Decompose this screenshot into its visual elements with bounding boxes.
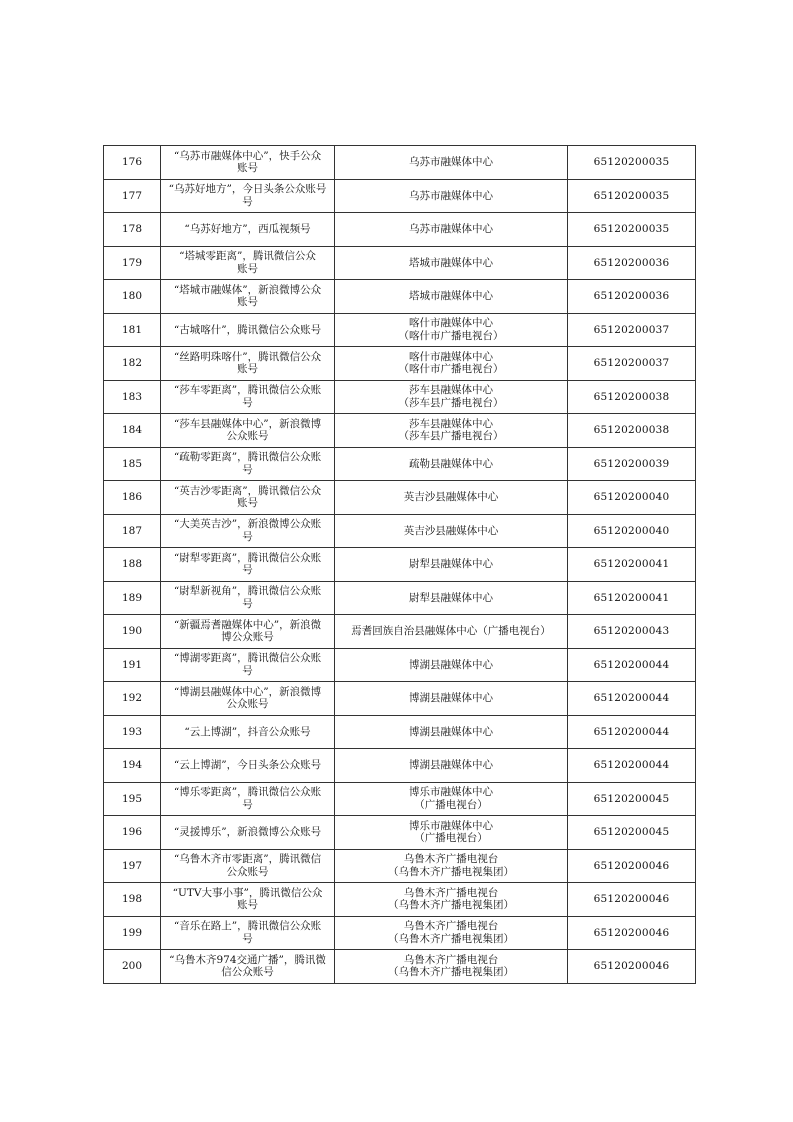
registry-table-body: [104, 146, 696, 984]
row-number-cell: 200: [104, 950, 161, 984]
organization-line: 博湖县融媒体中心: [409, 692, 493, 704]
table-row: [104, 246, 696, 280]
account-name-cell: [161, 883, 335, 917]
organization-cell: [335, 883, 568, 917]
organization-line: 英吉沙县融媒体中心: [403, 524, 499, 537]
account-name-line: “云上博湖”，今日头条公众账号: [173, 759, 322, 771]
account-name-line: “大美英吉沙”，新浪微博公众账: [173, 518, 322, 531]
organization-cell: [335, 280, 568, 314]
organization-line: 乌鲁木齐广播电视台: [403, 853, 499, 866]
account-name-line: “乌苏市融媒体中心”，快手公众: [173, 149, 322, 162]
table-row: [104, 514, 696, 548]
table-row: [104, 179, 696, 213]
account-name-cell: [161, 849, 335, 883]
account-name-cell: [161, 179, 335, 213]
table-row: [104, 916, 696, 950]
organization-cell: [335, 481, 568, 515]
row-number-cell: 176: [104, 146, 161, 180]
table-row: [104, 548, 696, 582]
account-name-cell: [161, 514, 335, 548]
organization-line: 焉耆回族自治县融媒体中心（广播电视台）: [351, 625, 551, 637]
row-number-cell: 178: [104, 213, 161, 247]
row-number-cell: 196: [104, 816, 161, 850]
organization-cell: [335, 347, 568, 381]
account-name-cell: [161, 916, 335, 950]
row-number-cell: 194: [104, 749, 161, 783]
registration-code-cell: 65120200044: [568, 648, 696, 682]
account-name-line: 号: [242, 664, 253, 677]
account-name-line: “塔城市融媒体”，新浪微博公众: [173, 283, 322, 296]
organization-line: （乌鲁木齐广播电视集团）: [388, 865, 514, 878]
table-row: [104, 146, 696, 180]
table-row: [104, 213, 696, 247]
account-name-line: 公众账号: [226, 698, 269, 711]
account-name-cell: [161, 447, 335, 481]
organization-line: 莎车县融媒体中心: [409, 384, 493, 397]
account-name-line: 账号: [237, 296, 258, 309]
organization-line: 尉犁县融媒体中心: [409, 591, 493, 604]
registration-code-cell: 65120200040: [568, 514, 696, 548]
organization-line: 喀什市融媒体中心: [409, 350, 493, 363]
account-name-line: “新疆焉耆融媒体中心”，新浪微: [173, 618, 322, 631]
organization-line: （莎车县广播电视台）: [398, 430, 504, 443]
organization-line: 喀什市融媒体中心: [409, 317, 493, 330]
account-name-cell: [161, 313, 335, 347]
organization-cell: [335, 715, 568, 749]
organization-cell: [335, 615, 568, 649]
organization-line: 乌苏市融媒体中心: [409, 189, 493, 202]
registration-code-cell: 65120200038: [568, 380, 696, 414]
organization-line: （喀什市广播电视台）: [398, 363, 504, 376]
account-name-line: 账号: [237, 497, 258, 510]
organization-line: 博湖县融媒体中心: [409, 725, 493, 738]
registration-code-cell: 65120200041: [568, 548, 696, 582]
organization-line: 乌苏市融媒体中心: [409, 156, 493, 168]
organization-line: 乌鲁木齐广播电视台: [403, 886, 499, 899]
table-row: [104, 950, 696, 984]
row-number-cell: 186: [104, 481, 161, 515]
account-name-cell: [161, 347, 335, 381]
account-name-line: “灵援博乐”，新浪微博公众账号: [173, 826, 322, 838]
registration-code-cell: 65120200046: [568, 883, 696, 917]
account-name-line: 账号: [237, 899, 258, 912]
account-name-cell: [161, 648, 335, 682]
row-number-cell: 180: [104, 280, 161, 314]
table-row: [104, 715, 696, 749]
registration-code-cell: 65120200038: [568, 414, 696, 448]
table-row: [104, 581, 696, 615]
row-number-cell: 187: [104, 514, 161, 548]
row-number-cell: 179: [104, 246, 161, 280]
row-number-cell: 191: [104, 648, 161, 682]
row-number-cell: 192: [104, 682, 161, 716]
row-number-cell: 184: [104, 414, 161, 448]
account-name-line: 号: [242, 932, 253, 945]
registration-code-cell: 65120200045: [568, 782, 696, 816]
account-name-line: “博湖县融媒体中心”，新浪微博: [173, 685, 322, 698]
registration-code-cell: 65120200040: [568, 481, 696, 515]
account-name-line: “疏勒零距离”，腾讯微信公众账: [173, 451, 322, 464]
organization-line: （乌鲁木齐广播电视集团）: [388, 932, 514, 945]
table-row: [104, 380, 696, 414]
organization-line: （莎车县广播电视台）: [398, 396, 504, 409]
account-name-line: “尉犁零距离”，腾讯微信公众账: [173, 551, 322, 564]
registration-code-cell: 65120200044: [568, 715, 696, 749]
organization-cell: [335, 648, 568, 682]
organization-line: 塔城市融媒体中心: [409, 290, 493, 302]
organization-line: 莎车县融媒体中心: [409, 417, 493, 430]
organization-cell: [335, 380, 568, 414]
organization-cell: [335, 146, 568, 180]
account-name-line: “塔城零距离”，腾讯微信公众: [179, 250, 316, 263]
account-name-cell: [161, 548, 335, 582]
organization-cell: [335, 950, 568, 984]
organization-cell: [335, 782, 568, 816]
row-number-cell: 199: [104, 916, 161, 950]
registration-code-cell: 65120200036: [568, 246, 696, 280]
account-name-line: 账号: [237, 162, 258, 175]
table-row: [104, 782, 696, 816]
registration-code-cell: 65120200041: [568, 581, 696, 615]
table-row: [104, 816, 696, 850]
account-name-line: “丝路明珠喀什”，腾讯微信公众: [173, 350, 322, 363]
row-number-cell: 188: [104, 548, 161, 582]
account-name-line: 号: [242, 798, 253, 811]
organization-cell: [335, 246, 568, 280]
registration-code-cell: 65120200046: [568, 849, 696, 883]
organization-line: 乌鲁木齐广播电视台: [403, 953, 499, 966]
table-row: [104, 849, 696, 883]
registration-code-cell: 65120200036: [568, 280, 696, 314]
row-number-cell: 189: [104, 581, 161, 615]
account-name-line: “博乐零距离”，腾讯微信公众账: [173, 786, 322, 799]
table-row: [104, 682, 696, 716]
organization-cell: [335, 447, 568, 481]
registration-code-cell: 65120200035: [568, 179, 696, 213]
account-name-line: 账号: [237, 363, 258, 376]
organization-line: （广播电视台）: [414, 832, 488, 845]
table-row: [104, 749, 696, 783]
organization-cell: [335, 179, 568, 213]
account-name-line: 公众账号: [226, 430, 269, 443]
account-name-cell: [161, 414, 335, 448]
table-row: [104, 883, 696, 917]
account-name-line: “乌鲁木齐市零距离”，腾讯微信: [173, 853, 322, 866]
account-name-line: 账号: [237, 262, 258, 275]
row-number-cell: 195: [104, 782, 161, 816]
registration-code-cell: 65120200039: [568, 447, 696, 481]
organization-cell: [335, 414, 568, 448]
row-number-cell: 183: [104, 380, 161, 414]
registration-code-cell: 65120200035: [568, 146, 696, 180]
account-name-line: “UTV大事小事”，腾讯微信公众: [172, 886, 323, 899]
account-name-cell: [161, 715, 335, 749]
organization-line: 博湖县融媒体中心: [409, 658, 493, 671]
organization-line: （乌鲁木齐广播电视集团）: [388, 899, 514, 912]
registration-code-cell: 65120200037: [568, 313, 696, 347]
organization-line: 博乐市融媒体中心: [409, 786, 493, 799]
account-name-cell: [161, 615, 335, 649]
organization-line: 英吉沙县融媒体中心: [403, 491, 499, 503]
account-name-line: 信公众账号: [221, 966, 274, 979]
row-number-cell: 185: [104, 447, 161, 481]
organization-cell: [335, 849, 568, 883]
account-name-cell: [161, 682, 335, 716]
account-name-line: “莎车零距离”，腾讯微信公众账: [173, 384, 322, 397]
account-name-line: 号: [242, 564, 253, 577]
account-name-line: “云上博湖”，抖音公众账号: [184, 725, 311, 738]
account-name-cell: [161, 246, 335, 280]
account-name-line: “古城喀什”，腾讯微信公众账号: [173, 323, 322, 336]
account-name-cell: [161, 749, 335, 783]
account-name-line: “乌苏好地方”，今日头条公众账号: [168, 183, 327, 196]
account-name-line: “乌苏好地方”，西瓜视频号: [184, 223, 311, 235]
table-row: [104, 615, 696, 649]
organization-line: 塔城市融媒体中心: [409, 256, 493, 269]
account-name-line: “音乐在路上”，腾讯微信公众账: [173, 920, 322, 933]
row-number-cell: 198: [104, 883, 161, 917]
row-number-cell: 177: [104, 179, 161, 213]
organization-cell: [335, 313, 568, 347]
organization-line: （喀什市广播电视台）: [398, 329, 504, 342]
registration-code-cell: 65120200044: [568, 749, 696, 783]
row-number-cell: 181: [104, 313, 161, 347]
row-number-cell: 190: [104, 615, 161, 649]
row-number-cell: 197: [104, 849, 161, 883]
table-row: [104, 280, 696, 314]
organization-cell: [335, 581, 568, 615]
account-name-cell: [161, 380, 335, 414]
table-row: [104, 414, 696, 448]
organization-line: 尉犁县融媒体中心: [409, 558, 493, 570]
account-name-cell: [161, 782, 335, 816]
registration-code-cell: 65120200046: [568, 950, 696, 984]
table-row: [104, 347, 696, 381]
row-number-cell: 193: [104, 715, 161, 749]
registration-code-cell: 65120200045: [568, 816, 696, 850]
account-name-line: 号: [242, 530, 253, 543]
account-name-line: “乌鲁木齐974交通广播”，腾讯微: [169, 953, 326, 966]
registration-code-cell: 65120200043: [568, 615, 696, 649]
account-name-line: 博公众账号: [221, 631, 274, 644]
table-row: [104, 648, 696, 682]
organization-cell: [335, 749, 568, 783]
account-name-line: 号: [242, 195, 253, 208]
account-name-line: “尉犁新视角”，腾讯微信公众账: [173, 585, 322, 598]
account-name-cell: [161, 581, 335, 615]
account-name-line: 号: [242, 597, 253, 610]
registration-code-cell: 65120200046: [568, 916, 696, 950]
account-name-cell: [161, 146, 335, 180]
account-name-line: 号: [242, 396, 253, 409]
organization-cell: [335, 916, 568, 950]
account-name-line: “博湖零距离”，腾讯微信公众账: [173, 652, 322, 665]
account-name-cell: [161, 816, 335, 850]
organization-line: （乌鲁木齐广播电视集团）: [388, 966, 514, 979]
organization-cell: [335, 213, 568, 247]
table-row: [104, 313, 696, 347]
account-name-cell: [161, 280, 335, 314]
table-row: [104, 481, 696, 515]
registration-code-cell: 65120200037: [568, 347, 696, 381]
organization-cell: [335, 816, 568, 850]
organization-line: 乌苏市融媒体中心: [409, 223, 493, 235]
row-number-cell: 182: [104, 347, 161, 381]
table-row: [104, 447, 696, 481]
registry-table: [103, 145, 696, 984]
organization-cell: [335, 548, 568, 582]
registration-code-cell: 65120200044: [568, 682, 696, 716]
account-name-cell: [161, 950, 335, 984]
organization-line: 博乐市融媒体中心: [409, 819, 493, 832]
account-name-line: “英吉沙零距离”，腾讯微信公众: [173, 484, 322, 497]
account-name-line: 号: [242, 463, 253, 476]
organization-line: （广播电视台）: [414, 798, 488, 811]
account-name-cell: [161, 481, 335, 515]
account-name-cell: [161, 213, 335, 247]
account-name-line: “莎车县融媒体中心”，新浪微博: [173, 417, 322, 430]
organization-line: 博湖县融媒体中心: [409, 759, 493, 771]
organization-line: 乌鲁木齐广播电视台: [403, 920, 499, 933]
account-name-line: 公众账号: [226, 865, 269, 878]
organization-cell: [335, 682, 568, 716]
registration-code-cell: 65120200035: [568, 213, 696, 247]
organization-line: 疏勒县融媒体中心: [409, 457, 493, 470]
organization-cell: [335, 514, 568, 548]
